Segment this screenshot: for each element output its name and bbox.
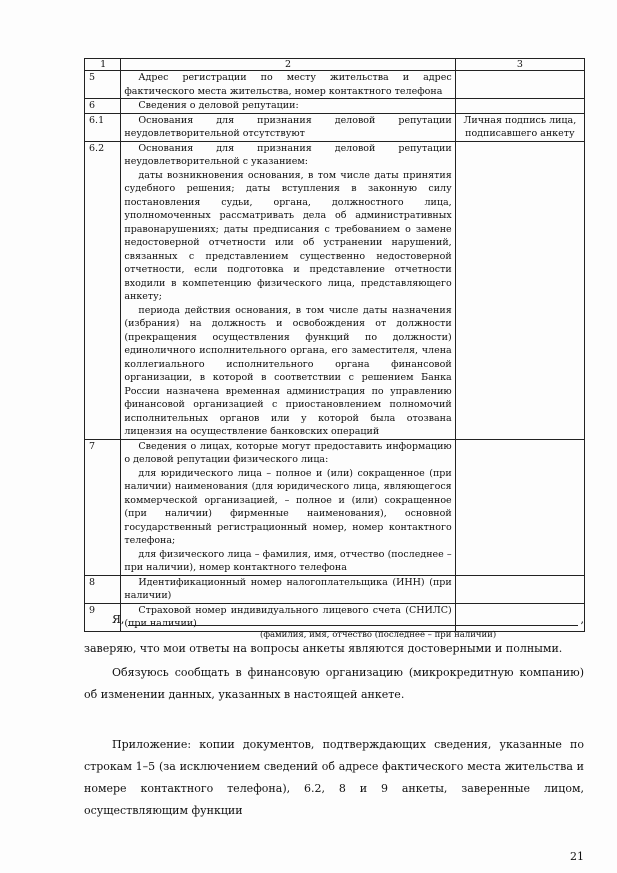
page-number: 21 [570, 850, 584, 863]
table-row-8 [85, 575, 585, 603]
row-text: Основания для признания деловой репутации неудовлетворительной с указанием: [124, 142, 452, 167]
row-text: Страховой номер индивидуального лицевого счета (СНИЛС) (при наличии) [124, 604, 452, 629]
signature-note: Личная подпись лица, подписавшего анкету [455, 113, 584, 141]
row-number: 8 [85, 575, 121, 603]
questionnaire-table [84, 58, 585, 632]
table-row-6 [85, 99, 585, 114]
answer-cell[interactable] [455, 71, 584, 99]
row-text: Основания для признания деловой репутации неудовлетворительной отсутствуют [124, 114, 452, 139]
header-col-3: 3 [455, 59, 584, 71]
certify-statement: заверяю, что мои ответы на вопросы анкеты являются достоверными и полными. [84, 642, 563, 655]
row-number: 6.1 [85, 113, 121, 141]
row-number: 6.2 [85, 141, 121, 439]
row-number: 7 [85, 439, 121, 575]
row-paragraph: для физического лица – фамилия, имя, отчество (последнее – при наличии), номер контактного телефона [124, 548, 452, 573]
answer-cell[interactable] [455, 99, 584, 114]
row-paragraph: для юридического лица – полное и (или) сокращенное (при наличии) наименования (для юридического лица, являющегося коммерческой организацией, – полное и (или) сокращенное (при наличии) фирменные наименования), основной государственный регистрационный номер, номер контактного телефона; [124, 467, 452, 546]
table-row-5 [85, 71, 585, 99]
signature-line [112, 613, 584, 629]
row-text: Адрес регистрации по месту жительства и адрес фактического места жительства, номер контактного телефона [124, 72, 452, 97]
signature-suffix: , [580, 613, 584, 626]
row-text: Сведения о деловой репутации: [138, 100, 299, 111]
answer-cell[interactable] [455, 141, 584, 439]
header-col-2: 2 [121, 59, 455, 71]
row-paragraph: периода действия основания, в том числе даты назначения (избрания) на должность и освобождения от должности (прекращения осуществления функций по должности) единоличного исполнительного органа, его заместителя, члена коллегиального исполнительного органа финансовой организации, в которой в соответствии с решением Банка России назначена временная администрация по управлению финансовой организацией с приостановлением полномочий исполнительных органов или у которой была отозвана лицензия на осуществление банковских операций [124, 304, 452, 437]
answer-cell[interactable] [455, 575, 584, 603]
table-row-7 [85, 439, 585, 575]
row-number: 5 [85, 71, 121, 99]
obligation-statement: Обязуюсь сообщать в финансовую организацию (микрокредитную компанию) об изменении данных, указанных в настоящей анкете. [84, 666, 584, 701]
row-paragraph: даты возникновения основания, в том числе даты принятия судебного решения; даты вступления в законную силу постановления судьи, органа, должностного лица, уполномоченных рассматривать дела об административных правонарушениях; даты предписания с требованием о замене недостоверной отчетности или об устранении нарушений, связанных с представлением существенно недостоверной отчетности, если подготовка и представление отчетности входили в компетенцию физического лица, представляющего анкету; [124, 169, 452, 302]
row-number: 6 [85, 99, 121, 114]
row-text: Сведения о лицах, которые могут предоставить информацию о деловой репутации физического лица: [124, 440, 452, 465]
name-fill-line[interactable] [128, 625, 578, 626]
name-caption: (фамилия, имя, отчество (последнее – при наличии) [260, 630, 497, 640]
signature-prefix: Я, [112, 613, 125, 626]
answer-cell[interactable] [455, 439, 584, 575]
table-row-6-2 [85, 141, 585, 439]
attachment-statement: Приложение: копии документов, подтверждающих сведения, указанные по строкам 1–5 (за исключением сведений об адресе фактического места жительства и номере контактного телефона), 6.2, 8 и 9 анкеты, заверенные лицом, осуществляющим функции [84, 738, 584, 817]
table-header-row [85, 59, 585, 71]
table-row-6-1 [85, 113, 585, 141]
header-col-1: 1 [85, 59, 121, 71]
row-number: 9 [85, 603, 121, 631]
row-text: Идентификационный номер налогоплательщика (ИНН) (при наличии) [124, 576, 452, 601]
